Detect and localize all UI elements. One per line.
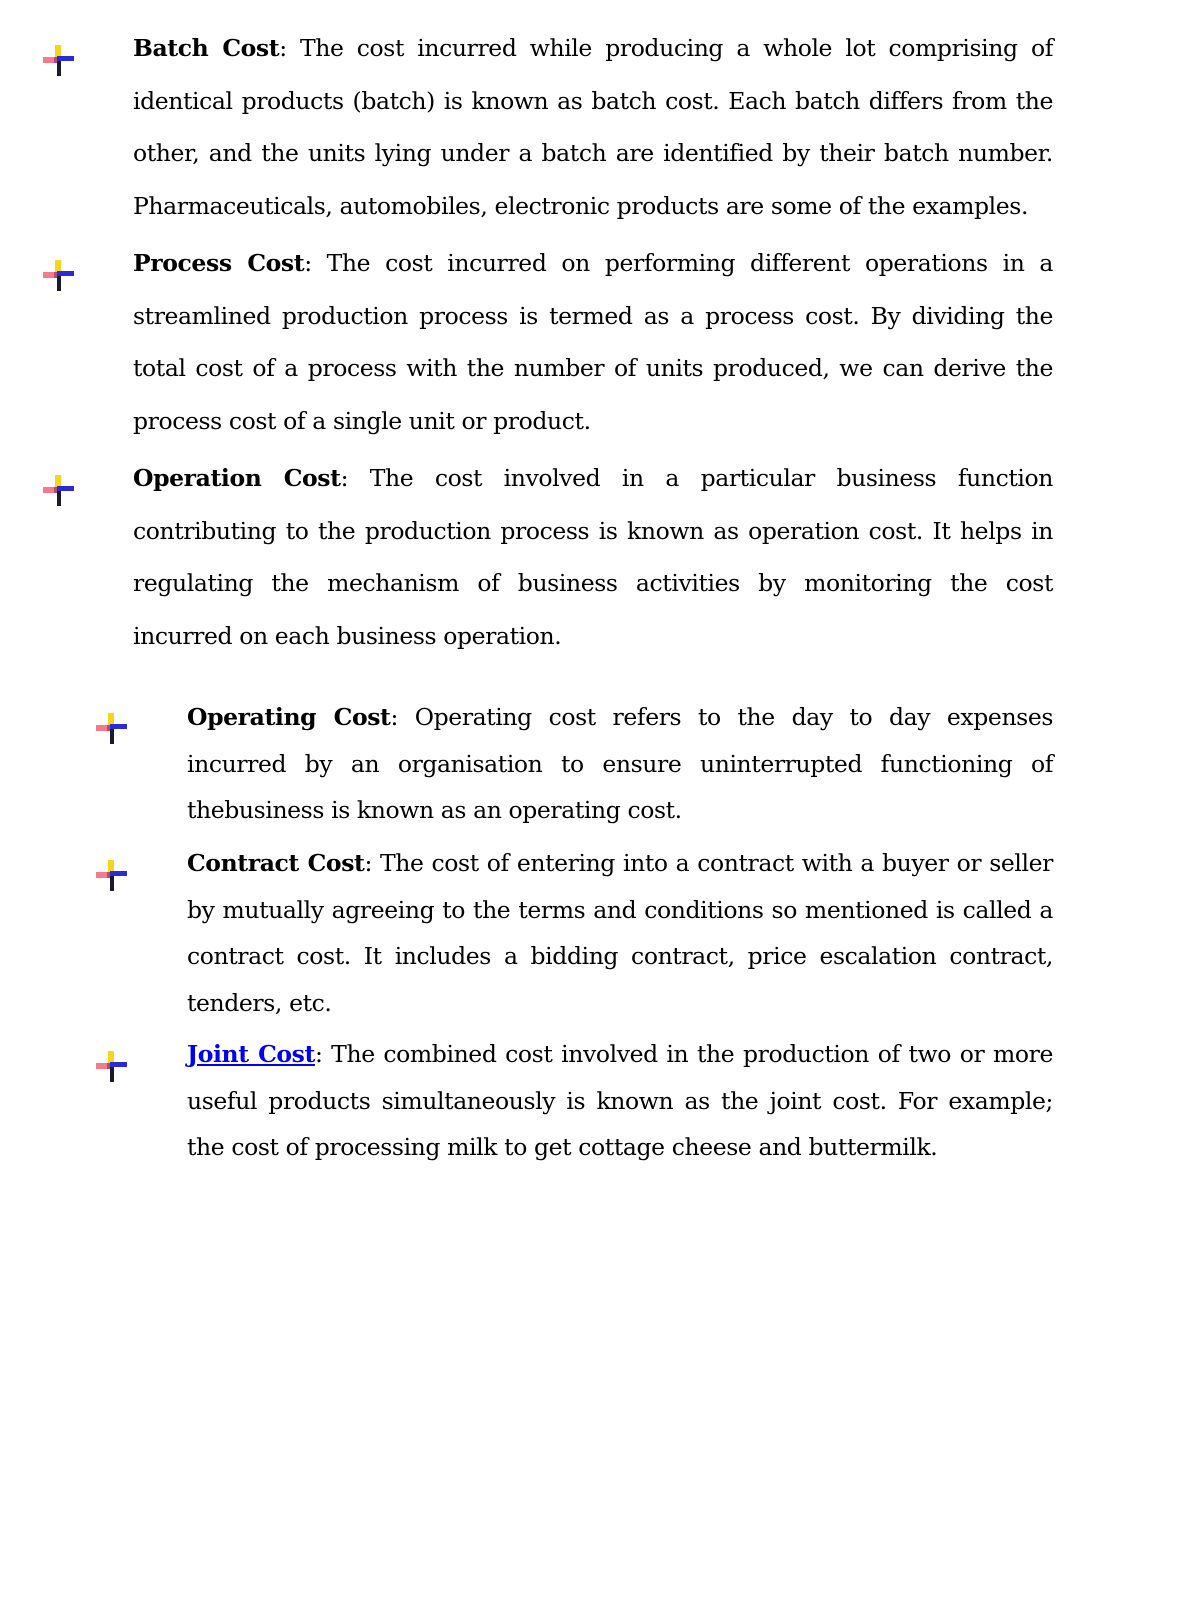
item-term: Contract Cost	[187, 849, 365, 877]
item-paragraph	[187, 1031, 1053, 1171]
cross-bullet-icon	[42, 259, 76, 293]
cross-bullet-icon	[42, 44, 76, 78]
item-paragraph	[133, 452, 1053, 662]
cross-bullet-icon	[95, 859, 129, 893]
item-description: : The combined cost involved in the production of two or more useful products simultaneously is known as the joint cost. For example; the cost of processing milk to get cottage cheese and buttermilk.	[187, 1040, 1053, 1161]
list-item	[187, 840, 1053, 1026]
list-item	[133, 22, 1053, 232]
item-description: : Operating cost refers to the day to day expenses incurred by an organisation to ensure uninterrupted functioning of thebusiness is known as an operating cost.	[187, 703, 1054, 824]
cross-bullet-icon	[42, 474, 76, 508]
cross-bullet-icon	[95, 1050, 129, 1084]
item-paragraph	[187, 694, 1053, 834]
item-paragraph	[133, 22, 1053, 232]
list-item	[133, 237, 1053, 447]
item-term: Operating Cost	[187, 703, 391, 731]
item-description: : The cost involved in a particular business function contributing to the production process is known as operation cost. It helps in regulating the mechanism of business activities by monitoring the cost incurred on each business operation.	[133, 464, 1053, 650]
item-description: : The cost incurred while producing a whole lot comprising of identical products (batch) is known as batch cost. Each batch differs from the other, and the units lying under a batch are identified by their batch number. Pharmaceuticals, automobiles, electronic products are some of the examples.	[133, 34, 1054, 220]
list-item	[187, 1031, 1053, 1171]
item-description: : The cost incurred on performing different operations in a streamlined production process is termed as a process cost. By dividing the total cost of a process with the number of units produced, we can derive the process cost of a single unit or product.	[133, 249, 1054, 435]
item-description: : The cost of entering into a contract with a buyer or seller by mutually agreeing to the terms and conditions so mentioned is called a contract cost. It includes a bidding contract, price escalation contract, tenders, etc.	[187, 849, 1053, 1017]
list-item	[133, 452, 1053, 662]
item-term: Process Cost	[133, 249, 305, 277]
item-term: Batch Cost	[133, 34, 280, 62]
item-paragraph	[133, 237, 1053, 447]
list-item	[187, 694, 1053, 834]
cross-bullet-icon	[95, 712, 129, 746]
item-term: Operation Cost	[133, 464, 341, 492]
item-paragraph	[187, 840, 1053, 1026]
joint-cost-link[interactable]: Joint Cost	[187, 1040, 315, 1068]
